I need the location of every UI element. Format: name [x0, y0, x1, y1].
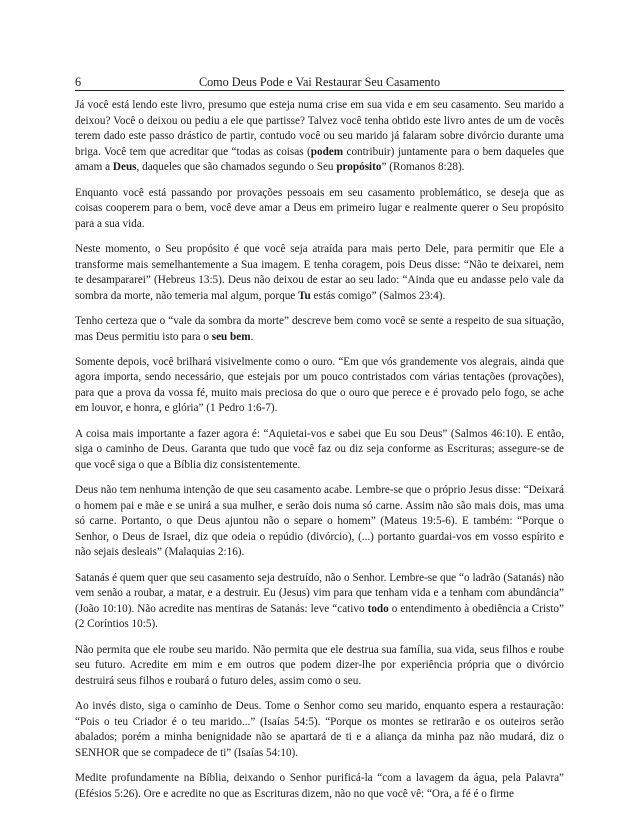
text-run: , daqueles que são chamados segundo o Seu [136, 161, 337, 174]
text-run: estás comigo” (Salmos 23:4). [310, 289, 446, 302]
text-run: Deus não tem nenhuma intenção de que seu casamento acabe. Lembre-se que o próprio Jesus disse: “Deixará o homem pai e mãe e se unirá a sua mulher, e serão dois numa só carne. Assim não são mais dois, mas uma só carne. Portanto, o que Deus ajuntou não o separe o homem” (Mateus 19:5-6). E também: “Porque o Senhor, o Deus de Israel, diz que odeia o repúdio (divórcio), (...) portanto guardai-vos em vosso espírito e não sejais desleais” (Malaquias 2:16). [75, 484, 564, 559]
bold-text: Deus [112, 161, 137, 174]
paragraph [75, 483, 564, 561]
text-run: Medite profundamente na Bíblia, deixando o Senhor purificá-la “com a lavagem da água, pela Palavra” (Efésios 5:26). Ore e acredite no que as Escrituras dizem, não no que você vê: “Ora, a fé é o firme [75, 771, 564, 800]
text-run: contribuir) juntamente para o bem daqueles que amam a [75, 145, 564, 174]
paragraph [75, 643, 564, 690]
paragraph [75, 355, 564, 417]
bold-text: seu bem [211, 330, 251, 343]
text-run: ” (Romanos 8:28). [381, 161, 465, 174]
bold-text: propósito [336, 161, 382, 174]
page-header [75, 74, 564, 90]
paragraph [75, 571, 564, 633]
header-rule [75, 90, 564, 91]
bold-text: podem [310, 145, 344, 158]
running-title: Como Deus Pode e Vai Restaurar Seu Casamento [198, 75, 441, 89]
text-run: Somente depois, você brilhará visivelmente como o ouro. “Em que vós grandemente vos alegrais, ainda que agora importa, sendo necessário, que estejais por um pouco contristados com várias tentações (provações), para que a prova da vossa fé, muito mais preciosa do que o ouro que perece e é provado pelo fogo, se ache em louvor, e honra, e glória” (1 Pedro 1:6-7). [75, 355, 564, 415]
text-run: Ao invés disto, siga o caminho de Deus. Tome o Senhor como seu marido, enquanto espera a restauração: “Pois o teu Criador é o teu marido...” (Isaías 54:5). “Porque os montes se retirarão e os outeiros serão abalados; porém a minha benignidade não se apartará de ti e a aliança da minha paz não mudará, diz o SENHOR que se compadece de ti” (Isaías 54:10). [75, 699, 564, 759]
text-run: Satanás é quem quer que seu casamento seja destruído, não o Senhor. Lembre-se que “o ladrão (Satanás) não vem senão a roubar, a matar, e a destruir. Eu (Jesus) vim para que tenham vida e a tenham com abundância” (João 10:10). Não acredite nas mentiras de Satanás: leve “cativo [75, 571, 564, 615]
text-run: Não permita que ele roube seu marido. Não permita que ele destrua sua família, sua vida, seus filhos e roube seu futuro. Acredite em mim e em outros que podem dizer-lhe por experiência própria que o divórcio destruirá seus filhos e roubará o futuro deles, assim como o seu. [75, 643, 564, 687]
text-run: Já você está lendo este livro, presumo que esteja numa crise em sua vida e em seu casamento. Seu marido a deixou? Você o deixou ou pediu a ele que partisse? Talvez você tenha obtido este livro antes de um de vocês terem dado este passo drástico de partir, contudo você ou seu marido já falaram sobre divórcio durante uma briga. Você tem que acreditar que “todas as coisas ( [75, 99, 564, 158]
page-number: 6 [75, 75, 82, 89]
bold-text: todo [367, 602, 389, 615]
paragraph [75, 242, 564, 304]
text-run: Tenho certeza que o “vale da sombra da morte” descreve bem como você se sente a respeito de sua situação, mas Deus permitiu isto para o [75, 314, 564, 343]
text-run: Enquanto você está passando por provações pessoais em seu casamento problemático, se deseja que as coisas cooperem para o bem, você deve amar a Deus em primeiro lugar e realmente querer o Seu propósito para a sua vida. [75, 186, 564, 230]
paragraph [75, 186, 564, 233]
text-run: . [250, 330, 254, 343]
body-text [75, 98, 564, 812]
text-run: o entendimento à obediência a Cristo” (2 Coríntios 10:5). [75, 602, 564, 631]
text-run: Neste momento, o Seu propósito é que você seja atraída para mais perto Dele, para permitir que Ele a transforme mais semelhantemente a Sua imagem. E tenha coragem, pois Deus disse: “Não te deixarei, nem te desampararei” (Hebreus 13:5). Deus não deixou de estar ao seu lado: “Ainda que eu andasse pelo vale da sombra da morte, não temeria mal algum, porque [75, 242, 564, 302]
paragraph [75, 314, 564, 345]
paragraph [75, 771, 564, 802]
paragraph [75, 699, 564, 761]
paragraph [75, 98, 564, 176]
bold-text: Tu [298, 289, 311, 302]
paragraph [75, 427, 564, 474]
text-run: A coisa mais importante a fazer agora é: “Aquietai-vos e sabei que Eu sou Deus” (Salmos 46:10). E então, siga o caminho de Deus. Garanta que tudo que você faz ou diz seja conforme as Escrituras; assegure-se de que você siga o que a Bíblia diz consistentemente. [75, 427, 564, 471]
